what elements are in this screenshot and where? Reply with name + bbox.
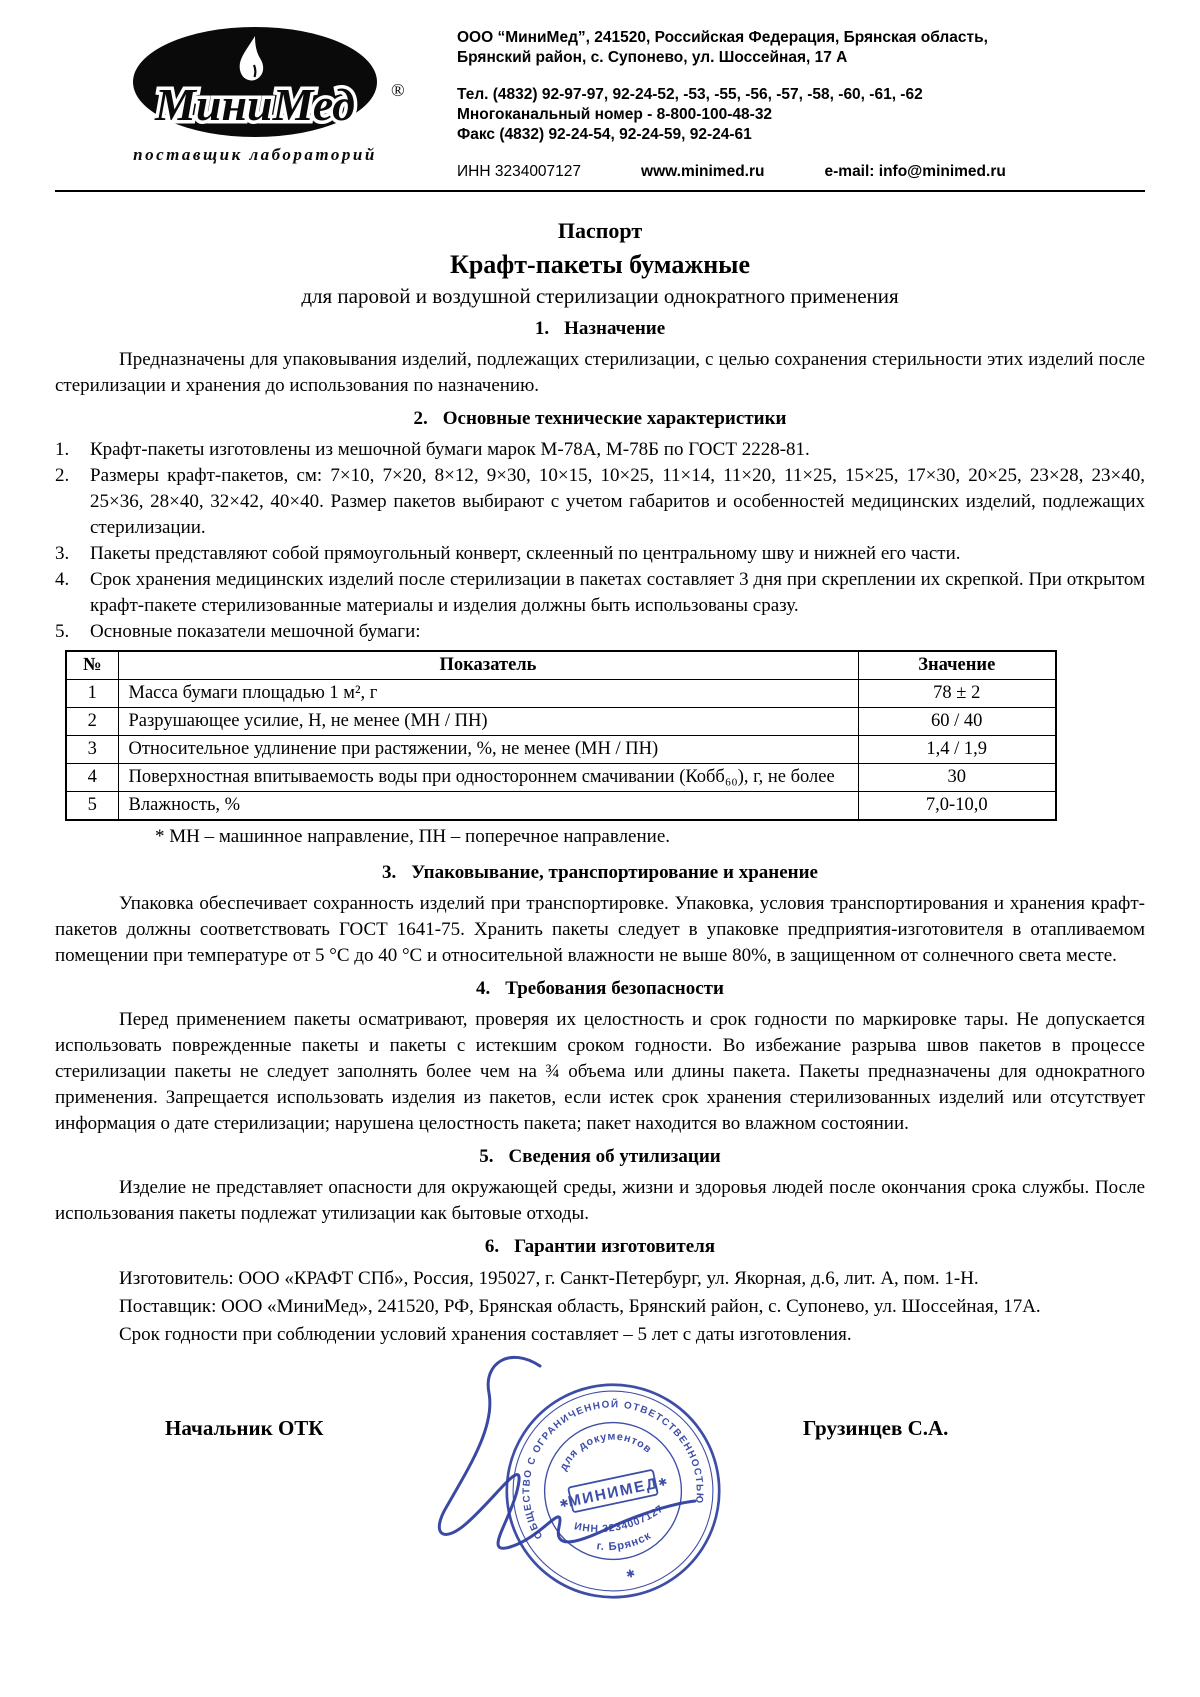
row-number: 4 bbox=[66, 764, 118, 792]
section-title: Сведения об утилизации bbox=[508, 1146, 721, 1167]
supplier-line: Поставщик: ООО «МиниМед», 241520, РФ, Брянская область, Брянский район, с. Супонево, ул. Шоссейная, 17А. bbox=[119, 1296, 1041, 1317]
table-row bbox=[66, 708, 1056, 736]
list-item-number: 3. bbox=[55, 543, 70, 564]
section-heading-5 bbox=[55, 1144, 1145, 1170]
logo-registered-mark: ® bbox=[391, 80, 405, 100]
document-title: Паспорт bbox=[557, 218, 643, 243]
company-stamp-graphic bbox=[464, 1342, 763, 1641]
logo-brand-text: МиниМед bbox=[155, 79, 355, 130]
section-4-text: Перед применением пакеты осматривают, проверяя их целостность и срок годности по маркировке тары. Не допускается использовать поврежденные пакеты и пакеты с истекшим сроком годности. Во избежание разрыва швов пакетов в процессе стерилизации пакеты не следует заполнять более чем на ¾ объема или длины пакета. Пакеты предназначены для однократного применения. Запрещается использовать изделия из пакетов, если истек срок хранения стерилизованных изделий или отсутствует информация о дате стерилизации; нарушена целостность пакета; пакет находится во влажном состоянии. bbox=[55, 1009, 1145, 1134]
shelf-life-line: Срок годности при соблюдении условий хранения составляет – 5 лет с даты изготовления. bbox=[119, 1324, 852, 1345]
section-number: 1. bbox=[534, 318, 550, 339]
list-item bbox=[55, 541, 1145, 567]
section-number: 5. bbox=[479, 1146, 494, 1167]
stamp-docs-text: для документов bbox=[557, 1430, 655, 1473]
company-address bbox=[457, 28, 1006, 68]
column-header-indicator: Показатель bbox=[118, 651, 858, 680]
list-item-text: Срок хранения медицинских изделий после стерилизации в пакетах составляет 3 дня при скреплении их скрепкой. При открытом крафт-пакете стерилизованные материалы и изделия должны быть использованы сразу. bbox=[90, 569, 1145, 616]
address-line-1: ООО “МиниМед”, 241520, Российская Федерация, Брянская область, bbox=[457, 29, 988, 46]
table-header-row bbox=[66, 651, 1056, 680]
stamp-star-icon: ✱ bbox=[657, 1476, 669, 1490]
section-title: Назначение bbox=[564, 318, 666, 339]
list-item-number: 5. bbox=[55, 621, 70, 642]
section-heading-6 bbox=[55, 1234, 1145, 1260]
company-ids bbox=[457, 162, 1006, 182]
row-number: 5 bbox=[66, 792, 118, 821]
section-5-text: Изделие не представляет опасности для окружающей среды, жизни и здоровья людей после окончания срока службы. После использования пакеты подлежат утилизации как бытовые отходы. bbox=[55, 1177, 1145, 1224]
multichannel-line: Многоканальный номер - 8-800-100-48-32 bbox=[457, 106, 773, 123]
list-item bbox=[55, 567, 1145, 619]
section-heading-1 bbox=[55, 316, 1145, 342]
minimed-logo bbox=[105, 24, 417, 182]
stamp-outer-ring-text: ОБЩЕСТВО С ОГРАНИЧЕННОЙ ОТВЕТСТВЕННОСТЬЮ bbox=[521, 1399, 705, 1541]
product-name: Крафт-пакеты бумажные bbox=[449, 250, 751, 279]
website-text: www.minimed.ru bbox=[641, 163, 765, 180]
document-body bbox=[0, 218, 1200, 1693]
section-title: Упаковывание, транспортирование и хранение bbox=[411, 862, 818, 883]
section-number: 2. bbox=[413, 408, 428, 429]
row-indicator: Поверхностная впитываемость воды при одностороннем смачивании (Кобб₆₀), г, не более bbox=[118, 764, 858, 792]
row-indicator: Относительное удлинение при растяжении, %, не менее (МН / ПН) bbox=[118, 736, 858, 764]
stamp-inn-text: ИНН 3234007127 bbox=[573, 1503, 667, 1536]
section-heading-4 bbox=[55, 976, 1145, 1002]
list-item-text: Пакеты представляют собой прямоугольный конверт, склеенный по центральному шву и нижней его части. bbox=[90, 543, 961, 564]
row-value: 7,0-10,0 bbox=[858, 792, 1056, 821]
company-stamp bbox=[464, 1342, 763, 1641]
table-row bbox=[66, 792, 1056, 821]
section-number: 6. bbox=[484, 1236, 500, 1257]
table-footnote: * МН – машинное направление, ПН – поперечное направление. bbox=[155, 826, 671, 847]
stamp-star-icon: ✱ bbox=[558, 1497, 570, 1511]
table-row bbox=[66, 680, 1056, 708]
section-number: 4. bbox=[476, 978, 491, 999]
header-divider bbox=[55, 190, 1145, 192]
list-item-text: Размеры крафт-пакетов, см: 7×10, 7×20, 8×12, 9×30, 10×15, 10×25, 11×14, 11×20, 11×25, 15×25, 17×30, 20×25, 23×28, 23×40, 25×36, 28×40, 32×42, 40×40. Размер пакетов выбирают с учетом габаритов и особенностей медицинских изделий, подлежащих стерилизации. bbox=[90, 465, 1145, 538]
inn-number: ИНН 3234007127 bbox=[457, 163, 582, 180]
section-heading-3 bbox=[55, 860, 1145, 886]
logo-tagline: поставщик лабораторий bbox=[133, 145, 377, 164]
row-value: 78 ± 2 bbox=[858, 680, 1056, 708]
fax-line: Факс (4832) 92-24-54, 92-24-59, 92-24-61 bbox=[457, 126, 752, 143]
row-number: 2 bbox=[66, 708, 118, 736]
signer-position: Начальник ОТК bbox=[165, 1416, 324, 1440]
section-heading-2 bbox=[55, 406, 1145, 432]
section-title: Основные технические характеристики bbox=[442, 408, 787, 429]
characteristics-list bbox=[55, 437, 1145, 645]
table-row bbox=[66, 736, 1056, 764]
section-1-text: Предназначены для упаковывания изделий, подлежащих стерилизации, с целью сохранения стерильности этих изделий после стерилизации и хранения до использования по назначению. bbox=[55, 349, 1145, 396]
minimed-logo-graphic bbox=[105, 24, 417, 176]
section-title: Требования безопасности bbox=[505, 978, 724, 999]
list-item bbox=[55, 463, 1145, 541]
row-indicator: Влажность, % bbox=[118, 792, 858, 821]
row-value: 1,4 / 1,9 bbox=[858, 736, 1056, 764]
address-line-2: Брянский район, с. Супонево, ул. Шоссейная, 17 А bbox=[457, 49, 848, 66]
list-item bbox=[55, 437, 1145, 463]
phone-line: Тел. (4832) 92-97-97, 92-24-52, -53, -55, -56, -57, -58, -60, -61, -62 bbox=[457, 86, 923, 103]
stamp-city-text: г. Брянск bbox=[595, 1529, 654, 1554]
section-title: Гарантии изготовителя bbox=[514, 1236, 716, 1257]
paper-indicators-table bbox=[65, 650, 1057, 821]
letterhead bbox=[0, 0, 1200, 182]
section-3-text: Упаковка обеспечивает сохранность изделий при транспортировке. Упаковка, условия транспортирования и хранения крафт-пакетов должны соответствовать ГОСТ 1641-75. Хранить пакеты следует в упаковке предприятия-изготовителя в отапливаемом помещении при температуре от 5 °С до 40 °С и относительной влажности не выше 80%, в защищенном от солнечного света месте. bbox=[55, 893, 1145, 966]
list-item-number: 1. bbox=[55, 439, 70, 460]
email-text: e-mail: info@minimed.ru bbox=[824, 163, 1006, 180]
section-number: 3. bbox=[382, 862, 397, 883]
list-item-text: Основные показатели мешочной бумаги: bbox=[90, 621, 421, 642]
row-value: 60 / 40 bbox=[858, 708, 1056, 736]
row-number: 1 bbox=[66, 680, 118, 708]
product-subtitle: для паровой и воздушной стерилизации однократного применения bbox=[301, 284, 899, 308]
row-indicator: Масса бумаги площадью 1 м², г bbox=[118, 680, 858, 708]
list-item-number: 4. bbox=[55, 569, 70, 590]
column-header-value: Значение bbox=[858, 651, 1056, 680]
stamp-company-name: МИНИМЕД bbox=[566, 1474, 661, 1511]
manufacturer-line: Изготовитель: ООО «КРАФТ СПб», Россия, 195027, г. Санкт-Петербург, ул. Якорная, д.6, лит. А, пом. 1-Н. bbox=[119, 1268, 979, 1289]
stamp-star-icon: ✱ bbox=[625, 1567, 637, 1582]
row-number: 3 bbox=[66, 736, 118, 764]
signer-name: Грузинцев С.А. bbox=[803, 1416, 949, 1440]
list-item bbox=[55, 619, 1145, 645]
signature-block bbox=[55, 1363, 1145, 1693]
column-header-num: № bbox=[66, 651, 118, 680]
company-info bbox=[457, 24, 1006, 182]
list-item-text: Крафт-пакеты изготовлены из мешочной бумаги марок М-78А, М-78Б по ГОСТ 2228-81. bbox=[90, 439, 810, 460]
company-phones bbox=[457, 85, 1006, 145]
row-value: 30 bbox=[858, 764, 1056, 792]
table-row bbox=[66, 764, 1056, 792]
list-item-number: 2. bbox=[55, 465, 70, 486]
row-indicator: Разрушающее усилие, Н, не менее (МН / ПН) bbox=[118, 708, 858, 736]
